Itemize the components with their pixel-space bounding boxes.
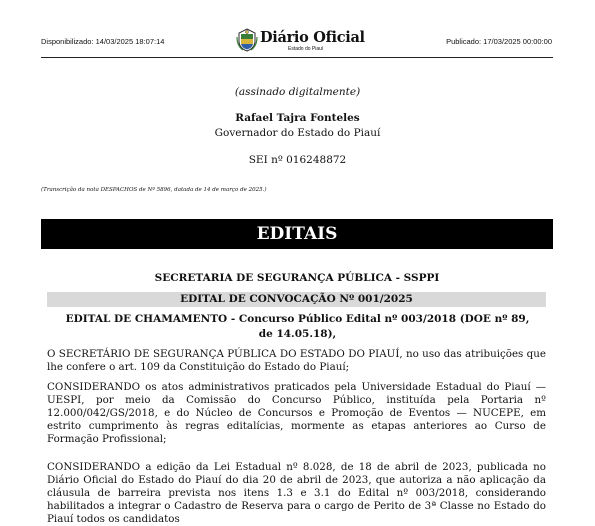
edital-chamamento-title: EDITAL DE CHAMAMENTO - Concurso Público Edital nº 003/2018 (DOE nº 89, de 14.05.18), xyxy=(65,313,530,340)
signer-role: Governador do Estado do Piauí xyxy=(214,127,381,139)
sei-number: SEI nº 016248872 xyxy=(248,154,347,166)
body-paragraph: CONSIDERANDO a edição da Lei Estadual nº 8.028, de 18 de abril de 2023, publicada no Diário Oficial do Estado do Piauí do dia 20 de abril de 2023, que autoriza a não aplicação da cláusula de barreira prevista nos itens 1.3 e 3.1 do Edital nº 003/2018, considerando habilitados a integrar o Cadastro de Reserva para o cargo de Perito de 3ª Classe no Estado do Piauí todos os candidatos xyxy=(47,461,546,525)
logo-title: Diário Oficial xyxy=(260,29,365,46)
body-paragraph: O SECRETÁRIO DE SEGURANÇA PÚBLICA DO ESTADO DO PIAUÍ, no uso das atribuições que lhe confere o art. 109 da Constituição do Estado do Piauí; xyxy=(47,348,546,373)
edital-convocacao-title: EDITAL DE CONVOCAÇÃO Nº 001/2025 xyxy=(47,292,546,307)
diario-oficial-logo xyxy=(236,28,365,54)
section-banner-editais: EDITAIS xyxy=(41,219,553,249)
header-divider xyxy=(41,57,553,58)
logo-subtitle: Estado do Piauí xyxy=(288,46,324,52)
piaui-coat-of-arms-icon xyxy=(236,28,258,52)
body-paragraph: CONSIDERANDO os atos administrativos praticados pela Universidade Estadual do Piauí — UESPI, por meio da Comissão do Concurso Público, instituída pela Portaria nº 12.000/042/GS/2018, e do Núcleo de Concursos e Promoção de Eventos — NUCEPE, em estrito cumprimento às regras editalícias, mormente as etapas anteriores ao Curso de Formação Profissional; xyxy=(47,381,546,445)
transcription-note: (Transcrição da nota DESPACHOS de Nº 5896, datada de 14 de março de 2025.) xyxy=(41,187,267,193)
signed-digitally-text: (assinado digitalmente) xyxy=(234,86,361,98)
secretaria-heading: SECRETARIA DE SEGURANÇA PÚBLICA - SSPPI xyxy=(154,272,440,284)
disponibilizado-date: Disponibilizado: 14/03/2025 18:07:14 xyxy=(41,37,165,46)
signer-name: Rafael Tajra Fonteles xyxy=(235,112,360,124)
page-header xyxy=(0,0,595,60)
publicado-date: Publicado: 17/03/2025 00:00:00 xyxy=(446,37,552,46)
